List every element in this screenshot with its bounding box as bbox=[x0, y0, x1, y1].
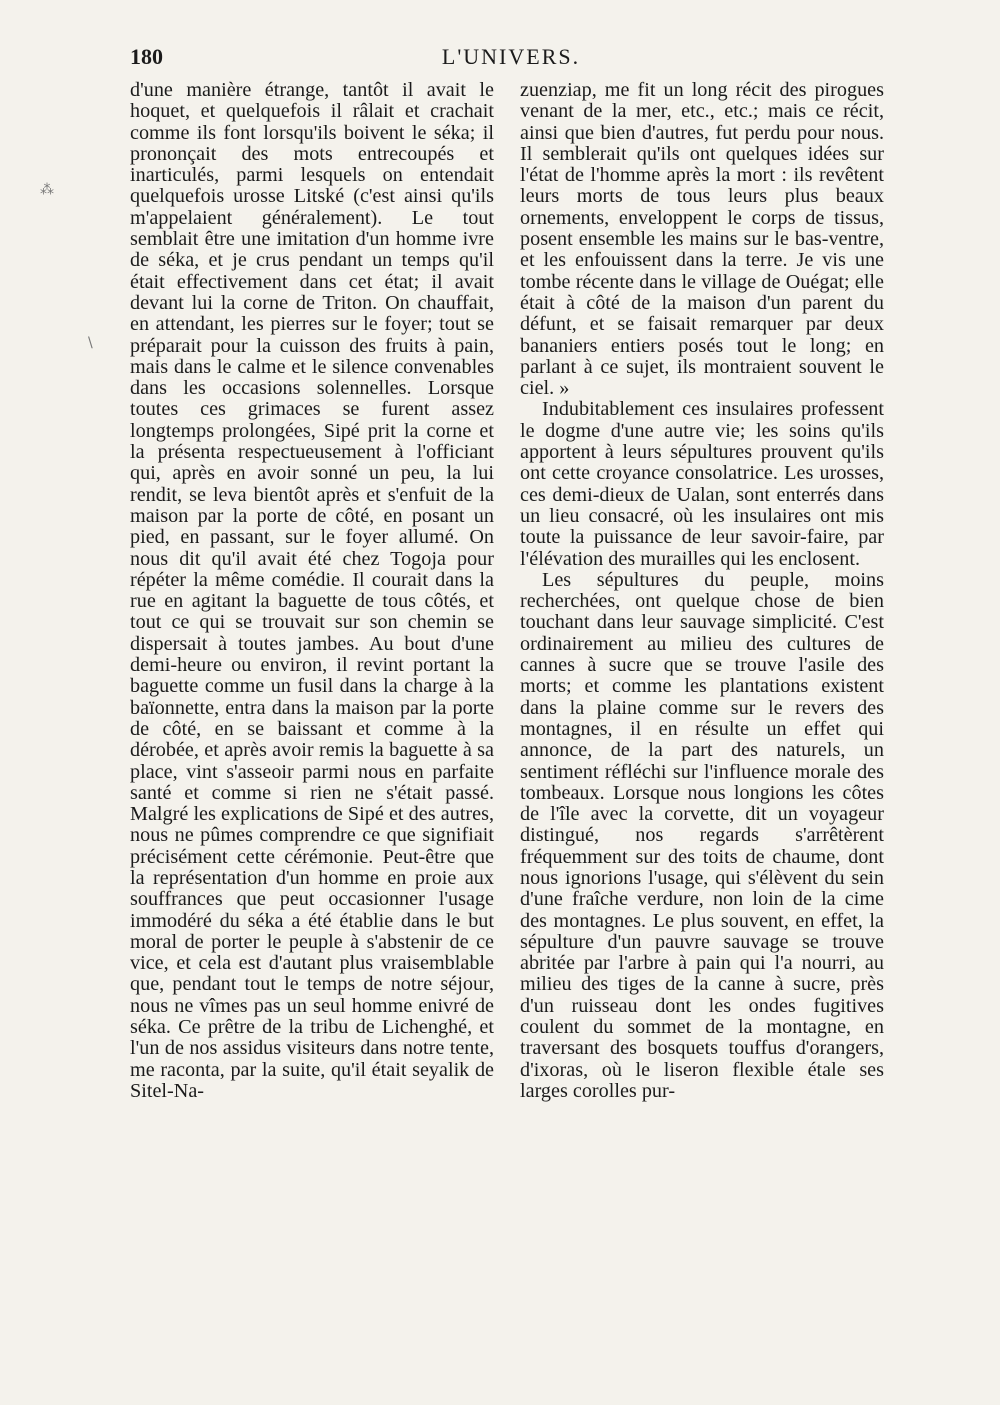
paragraph: d'une manière étrange, tantôt il avait le hoquet, et quelquefois il râlait et crachait comme ils font lorsqu'ils boivent le séka; il prononçait des mots entrecoupés et inarticulés, parmi lesquels on entendait quelquefois urosse Litské (c'est ainsi qu'ils m'appelaient généralement). Le tout semblait être une imitation d'un homme ivre de séka, et je crus pendant un temps qu'il était effectivement dans cet état; il avait devant lui la corne de Triton. On chauffait, en attendant, les pierres sur le foyer; tout se préparait pour la cuisson des fruits à pain, mais dans le calme et le silence convenables dans les occasions solennelles. Lorsque toutes ces grimaces se furent assez longtemps prolongées, Sipé prit la corne et la présenta respectueusement à l'officiant qui, après en avoir sonné un peu, la lui rendit, se leva bientôt après et s'enfuit de la maison par la porte de côté, en posant un pied, en passant, sur le foyer allumé. On nous dit qu'il avait été chez Togoja pour répéter la même comédie. Il courait dans la rue en agitant la baguette de tous côtés, et tout ce qui se trouvait sur son chemin se dispersait à toutes jambes. Au bout d'une demi-heure ou environ, il revint portant la baguette comme un fusil dans la charge à la baïonnette, entra dans la maison par la porte de côté, en se baissant et comme à la dérobée, et après avoir remis la baguette à sa place, vint s'asseoir parmi nous en parfaite santé et comme si rien ne s'était passé. Malgré les explications de Sipé et des autres, nous ne pûmes comprendre ce que signifiait précisément cette cérémonie. Peut-être que la représentation d'un homme en proie aux souffrances que peut occasionner l'usage immodéré du séka a été établie dans le but moral de porter le peuple à s'abstenir de ce vice, et cela est d'autant plus vraisemblable que, pendant tout le temps de notre séjour, nous ne vîmes pas un seul homme enivré de séka. Ce prêtre de la tribu de Lichenghé, et l'un de nos assidus visiteurs dans notre tente, me raconta, par la suite, qu'il était seyalik de Sitel-Na- bbox=[130, 79, 494, 1102]
page-number: 180 bbox=[130, 44, 163, 69]
paragraph: Les sépultures du peuple, moins recherchées, ont quelque chose de bien touchant dans leur sauvage simplicité. C'est ordinairement au milieu des cultures de cannes à sucre que se trouve l'asile des morts; et comme les plantations existent dans la plaine comme sur le revers des montagnes, il en résulte un effet qui annonce, de la part des naturels, un sentiment réfléchi sur l'influence morale des tombeaux. Lorsque nous longions les côtes de l'île avec la corvette, dit un voyageur distingué, nos regards s'arrêtèrent fréquemment sur des toits de chaume, dont nous ignorions l'usage, qui s'élèvent du sein d'une fraîche verdure, non loin de la cime des montagnes. Le plus souvent, en effet, la sépulture d'un pauvre sauvage se trouve abritée par l'arbre à pain qui l'a nourri, au milieu des tiges de la canne à sucre, près d'un ruisseau dont les ondes fugitives coulent du sommet de la montagne, en traversant des bosquets touffus d'orangers, d'ixoras, où le liseron flexible étale ses larges corolles pur- bbox=[520, 568, 884, 1102]
page-header bbox=[130, 44, 892, 74]
right-column bbox=[520, 80, 884, 1102]
paragraph: zuenziap, me fit un long récit des pirogues venant de la mer, etc., etc.; mais ce récit, ainsi que bien d'autres, fut perdu pour nous. Il semblerait qu'ils ont quelques idées sur l'état de l'homme après la mort : ils revêtent leurs morts de tous leurs plus beaux ornements, enveloppent le corps de tissus, posent ensemble les mains sur le bas-ventre, et les enfouissent dans la terre. Je vis une tombe récente dans le village de Ouégat; elle était à côté de la maison d'un parent du défunt, et se faisait remarquer par deux bananiers entiers posés tout le long; en parlant à ce sujet, ils montraient souvent le ciel. » bbox=[520, 79, 884, 400]
paragraph: Indubitablement ces insulaires professent le dogme d'une autre vie; les soins qu'ils apportent à leurs sépultures prouvent qu'ils ont cette croyance consolatrice. Les urosses, ces demi-dieux de Ualan, sont enterrés dans un lieu consacré, où les insulaires ont mis toute la puissance de leur savoir-faire, par l'élévation des murailles qui les enclosent. bbox=[520, 398, 884, 570]
margin-smudge-icon: ⁂ bbox=[40, 182, 54, 198]
margin-tick-icon: \ bbox=[88, 335, 93, 351]
running-title: L'UNIVERS. bbox=[441, 44, 581, 69]
left-column bbox=[130, 80, 494, 1102]
